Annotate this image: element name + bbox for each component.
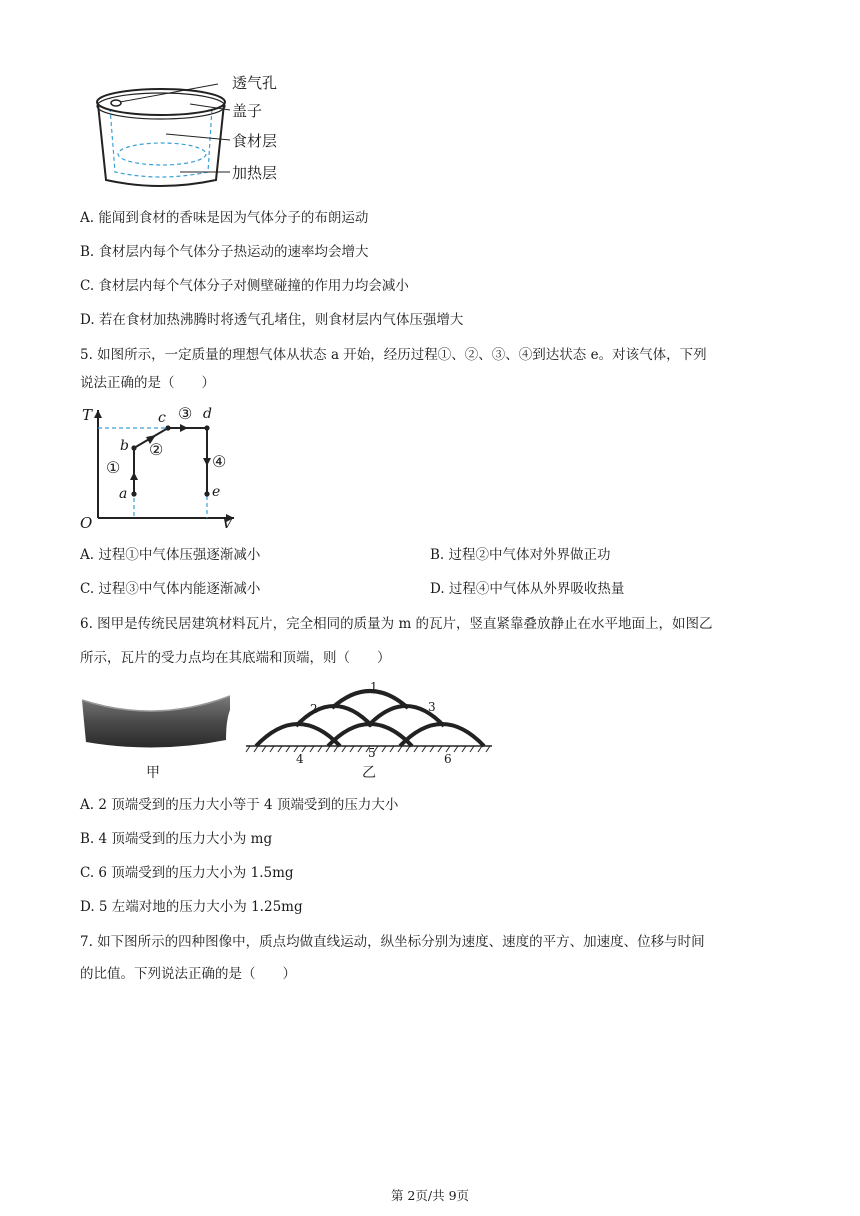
- label-food-layer: 食材层: [232, 132, 278, 150]
- q5-option-b: B. 过程②中气体对外界做正功: [430, 547, 611, 563]
- q4-option-a: A. 能闻到食材的香味是因为气体分子的布朗运动: [80, 210, 369, 226]
- label-lid: 盖子: [232, 102, 263, 120]
- q5-option-c: C. 过程③中气体内能逐渐减小: [80, 581, 261, 597]
- axis-label-v: V: [222, 514, 233, 532]
- figure-roof-tile-photo: [76, 690, 236, 750]
- tile-number-3: 3: [428, 700, 436, 714]
- tile-number-1: 1: [370, 680, 378, 694]
- q6-option-b: B. 4 顶端受到的压力大小为 mg: [80, 831, 273, 847]
- q5-option-a: A. 过程①中气体压强逐渐减小: [80, 547, 261, 563]
- q7-stem-line1: 7. 如下图所示的四种图像中，质点均做直线运动，纵坐标分别为速度、速度的平方、加速度、位移与时间: [80, 934, 705, 950]
- q6-stem-line1: 6. 图甲是传统民居建筑材料瓦片，完全相同的质量为 m 的瓦片，竖直紧靠叠放静止在水平地面上，如图乙: [80, 616, 713, 632]
- q6-option-c: C. 6 顶端受到的压力大小为 1.5mg: [80, 865, 294, 881]
- tile-number-5: 5: [368, 746, 376, 760]
- point-label-a: a: [119, 486, 128, 502]
- process-label-1: ①: [106, 458, 121, 477]
- page-footer: 第 2页/共 9页: [390, 1188, 470, 1203]
- figure-t-v-diagram: [76, 402, 246, 532]
- q7-stem-line2: 的比值。下列说法正确的是（ ）: [80, 966, 296, 982]
- tile-number-6: 6: [444, 752, 452, 766]
- q4-option-d: D. 若在食材加热沸腾时将透气孔堵住，则食材层内气体压强增大: [80, 312, 464, 328]
- q6-stem-line2: 所示，瓦片的受力点均在其底端和顶端，则（ ）: [80, 650, 391, 666]
- process-label-4: ④: [212, 452, 227, 471]
- figure-stacked-tiles: [238, 680, 498, 764]
- q5-option-d: D. 过程④中气体从外界吸收热量: [430, 581, 625, 597]
- process-label-2: ②: [149, 440, 164, 459]
- q6-option-d: D. 5 左端对地的压力大小为 1.25mg: [80, 899, 303, 915]
- q5-stem-line2: 说法正确的是（ ）: [80, 375, 215, 391]
- q4-option-c: C. 食材层内每个气体分子对侧壁碰撞的作用力均会减小: [80, 278, 409, 294]
- figure-food-cup: [70, 68, 310, 200]
- caption-yi: 乙: [362, 765, 376, 781]
- tile-number-2: 2: [310, 702, 318, 716]
- q6-option-a: A. 2 顶端受到的压力大小等于 4 顶端受到的压力大小: [80, 797, 399, 813]
- tile-number-4: 4: [296, 752, 304, 766]
- label-heating-layer: 加热层: [232, 164, 278, 182]
- point-label-b: b: [120, 438, 129, 454]
- point-label-e: e: [212, 484, 221, 500]
- point-label-d: d: [203, 406, 212, 422]
- label-vent-hole: 透气孔: [232, 74, 278, 92]
- process-label-3: ③: [178, 404, 193, 423]
- axis-origin: O: [80, 514, 93, 532]
- q5-stem-line1: 5. 如图所示，一定质量的理想气体从状态 a 开始，经历过程①、②、③、④到达状态 e。对该气体，下列: [80, 347, 707, 363]
- caption-jia: 甲: [146, 765, 160, 781]
- point-label-c: c: [158, 410, 166, 426]
- q4-option-b: B. 食材层内每个气体分子热运动的速率均会增大: [80, 244, 369, 260]
- axis-label-t: T: [82, 406, 93, 424]
